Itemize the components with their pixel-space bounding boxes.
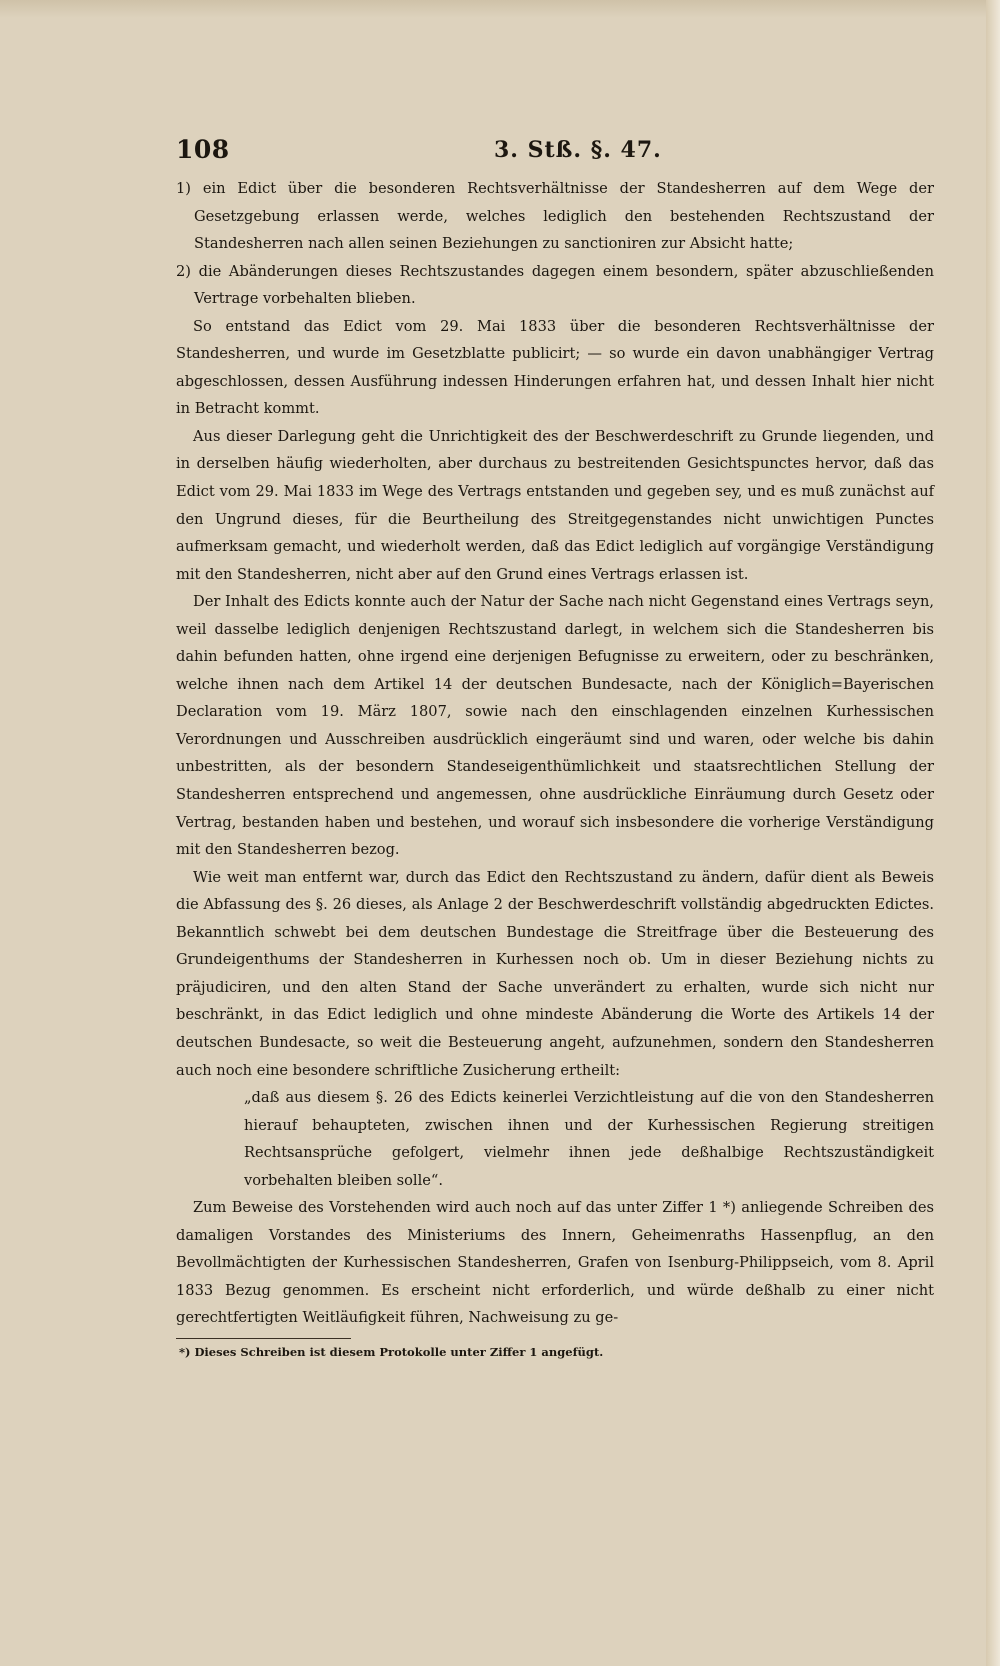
- paragraph: Wie weit man entfernt war, durch das Edict den Rechtszustand zu ändern, dafür dient als Beweis die Abfassung des §. 26 dieses, als Anlage 2 der Beschwerdeschrift vollständig abgedruckten Edictes. Bekanntlich schwebt bei dem deutschen Bundestage die Streitfrage über die Besteuerung des Grundeigenthums der Standesherren in Kurhessen noch ob. Um in dieser Beziehung nichts zu präjudiciren, und den alten Stand der Sache unverändert zu erhalten, wurde sich nicht nur beschränkt, in das Edict lediglich und ohne mindeste Abänderung die Worte des Artikels 14 der deutschen Bundesacte, so weit die Besteuerung angeht, aufzunehmen, sondern den Standesherren auch noch eine besondere schriftliche Zusicherung ertheilt:: [176, 868, 934, 1079]
- list-item-1: 1) ein Edict über die besonderen Rechtsverhältnisse der Standesherren auf dem Wege der Gesetzgebung erlassen werde, welches lediglich den bestehenden Rechtszustand der Standesherren nach allen seinen Beziehungen zu sanctioniren zur Absicht hatte;: [176, 180, 934, 253]
- document-page: [176, 135, 934, 1635]
- scan-shadow-top: [0, 0, 1000, 18]
- paragraph: Zum Beweise des Vorstehenden wird auch noch auf das unter Ziffer 1 *) anliegende Schreiben des damaligen Vorstandes des Ministeriums des Innern, Geheimenraths Hassenpflug, an den Bevollmächtigten der Kurhessischen Standesherren, Grafen von Isenburg-Philippseich, vom 8. April 1833 Bezug genommen. Es erscheint nicht erforderlich, und würde deßhalb zu einer nicht gerechtfertigten Weitläufigkeit führen, Nachweisung zu ge-: [176, 1199, 934, 1327]
- page-header: [176, 135, 934, 175]
- footnote: *) Dieses Schreiben ist diesem Protokolle unter Ziffer 1 angefügt.: [179, 1344, 604, 1359]
- scan-edge-right: [986, 0, 1000, 1666]
- body-text: [176, 175, 934, 1332]
- footnote-divider: [176, 1338, 351, 1339]
- paragraph: Der Inhalt des Edicts konnte auch der Natur der Sache nach nicht Gegenstand eines Vertrags seyn, weil dasselbe lediglich denjenigen Rechtszustand darlegt, in welchem sich die Standesherren bis dahin befunden hatten, ohne irgend eine derjenigen Befugnisse zu erweitern, oder zu beschränken, welche ihnen nach dem Artikel 14 der deutschen Bundesacte, nach der Königlich=Bayerischen Declaration vom 19. März 1807, sowie nach den einschlagenden einzelnen Kurhessischen Verordnungen und Ausschreiben ausdrücklich eingeräumt sind und waren, oder welche bis dahin unbestritten, als der besondern Standeseigenthümlichkeit und staatsrechtlichen Stellung der Standesherren entsprechend und angemessen, ohne ausdrückliche Einräumung durch Gesetz oder Vertrag, bestanden haben und bestehen, und worauf sich insbesondere die vorherige Verständigung mit den Standesherren bezog.: [176, 593, 934, 859]
- paragraph: Aus dieser Darlegung geht die Unrichtigkeit des der Beschwerdeschrift zu Grunde liegenden, und in derselben häufig wiederholten, aber durchaus zu bestreitenden Gesichtspunctes hervor, daß das Edict vom 29. Mai 1833 im Wege des Vertrags entstanden und gegeben sey, und es muß zunächst auf den Ungrund dieses, für die Beurtheilung des Streitgegenstandes nicht unwichtigen Punctes aufmerksam gemacht, und wiederholt werden, daß das Edict lediglich auf vorgängige Verständigung mit den Standesherren, nicht aber auf den Grund eines Vertrags erlassen ist.: [176, 427, 934, 583]
- list-item-2: 2) die Abänderungen dieses Rechtszustandes dagegen einem besondern, später abzuschließenden Vertrage vorbehalten blieben.: [176, 262, 934, 308]
- page-number: 108: [176, 135, 230, 164]
- running-head: 3. Stß. §. 47.: [494, 137, 662, 163]
- block-quote: „daß aus diesem §. 26 des Edicts keinerlei Verzichtleistung auf die von den Standesherren hierauf behaupteten, zwischen ihnen und der Kurhessischen Regierung streitigen Rechtsansprüche gefolgert, vielmehr ihnen jede deßhalbige Rechtszuständigkeit vorbehalten bleiben solle“.: [244, 1089, 934, 1189]
- paragraph: So entstand das Edict vom 29. Mai 1833 über die besonderen Rechtsverhältnisse der Standesherren, und wurde im Gesetzblatte publicirt; — so wurde ein davon unabhängiger Vertrag abgeschlossen, dessen Ausführung indessen Hinderungen erfahren hat, und dessen Inhalt hier nicht in Betracht kommt.: [176, 317, 934, 418]
